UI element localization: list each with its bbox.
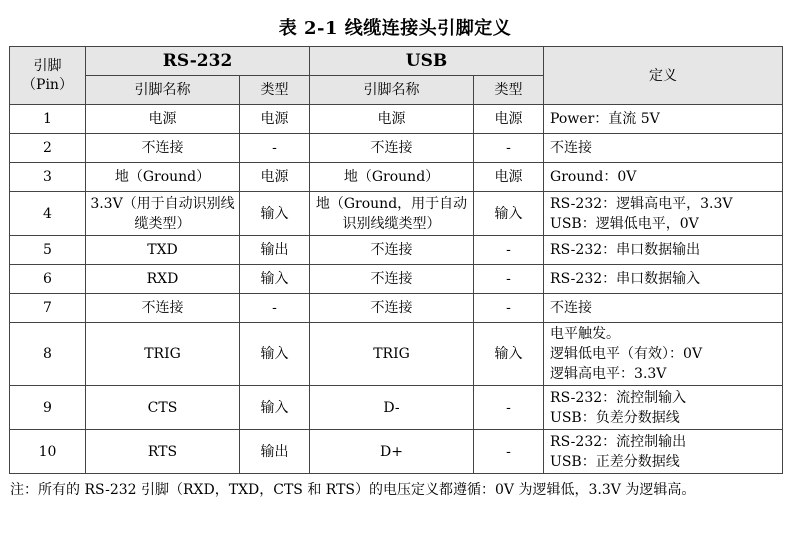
rs232-type: 输入 xyxy=(240,323,310,386)
table-row xyxy=(10,192,783,236)
table-row xyxy=(10,163,783,192)
table-row xyxy=(10,294,783,323)
rs232-pin-name: 电源 xyxy=(86,105,240,134)
usb-type: - xyxy=(474,134,544,163)
definition xyxy=(544,265,783,294)
definition-column-header: 定义 xyxy=(544,47,783,105)
rs232-pin-name: RTS xyxy=(86,430,240,474)
table-footnote: 注：所有的 RS-232 引脚（RXD，TXD，CTS 和 RTS）的电压定义都遵循：0V 为逻辑低，3.3V 为逻辑高。 xyxy=(10,482,696,498)
usb-pin-name: D+ xyxy=(310,430,474,474)
usb-pin-name: 不连接 xyxy=(310,134,474,163)
rs232-pin-name: 不连接 xyxy=(86,294,240,323)
table-row xyxy=(10,134,783,163)
usb-pin-name: 不连接 xyxy=(310,265,474,294)
pin-number: 6 xyxy=(10,265,86,294)
rs232-type: 输入 xyxy=(240,192,310,236)
pin-number: 8 xyxy=(10,323,86,386)
usb-type: 输入 xyxy=(474,192,544,236)
usb-type: 输入 xyxy=(474,323,544,386)
definition xyxy=(544,294,783,323)
definition-line: 不连接 xyxy=(550,300,593,316)
usb-type: - xyxy=(474,386,544,430)
table-row xyxy=(10,236,783,265)
usb-pin-name: TRIG xyxy=(310,323,474,386)
definition xyxy=(544,105,783,134)
usb-type: - xyxy=(474,236,544,265)
definition-line: RS-232：串口数据输出 xyxy=(550,242,701,258)
definition-line: Power：直流 5V xyxy=(550,111,660,127)
usb-type: - xyxy=(474,294,544,323)
definition-line: RS-232：串口数据输入 xyxy=(550,271,701,287)
rs232-type: 输出 xyxy=(240,236,310,265)
table-row xyxy=(10,323,783,386)
usb-pin-name: D- xyxy=(310,386,474,430)
usb-type: 电源 xyxy=(474,163,544,192)
rs232-type: 电源 xyxy=(240,163,310,192)
rs232-type: 输出 xyxy=(240,430,310,474)
pin-number: 5 xyxy=(10,236,86,265)
definition xyxy=(544,236,783,265)
usb-pin-name: 不连接 xyxy=(310,294,474,323)
usb-type-header: 类型 xyxy=(474,76,544,105)
pin-column-header xyxy=(10,47,86,105)
pin-number: 2 xyxy=(10,134,86,163)
definition xyxy=(544,163,783,192)
pin-number: 7 xyxy=(10,294,86,323)
table-row xyxy=(10,430,783,474)
definition xyxy=(544,430,783,474)
usb-pin-name: 电源 xyxy=(310,105,474,134)
rs232-type: 输入 xyxy=(240,386,310,430)
rs232-type-header: 类型 xyxy=(240,76,310,105)
pin-number: 10 xyxy=(10,430,86,474)
rs232-type: - xyxy=(240,134,310,163)
rs232-type: 输入 xyxy=(240,265,310,294)
pin-number: 1 xyxy=(10,105,86,134)
definition xyxy=(544,192,783,236)
definition xyxy=(544,134,783,163)
definition-line: 不连接 xyxy=(550,140,593,156)
definition-line: USB：正差分数据线 xyxy=(550,453,680,470)
pin-number: 3 xyxy=(10,163,86,192)
rs232-type: - xyxy=(240,294,310,323)
table-title: 表 2-1 线缆连接头引脚定义 xyxy=(278,18,512,39)
table-row xyxy=(10,265,783,294)
definition-line: Ground：0V xyxy=(550,169,637,185)
definition-line: RS-232：逻辑高电平，3.3V xyxy=(550,195,733,212)
pin-header-label: 引脚 xyxy=(33,57,62,74)
usb-pin-name: 地（Ground，用于自动识别线缆类型） xyxy=(310,192,474,236)
definition-line: RS-232：流控制输入 xyxy=(550,389,687,406)
table-row xyxy=(10,105,783,134)
usb-type: - xyxy=(474,430,544,474)
definition-line: 逻辑高电平：3.3V xyxy=(550,366,667,382)
definition xyxy=(544,323,783,386)
pin-header-en: （Pin） xyxy=(22,76,73,93)
rs232-group-header: RS-232 xyxy=(86,47,310,76)
pin-definition-table xyxy=(9,46,783,474)
definition-line: USB：负差分数据线 xyxy=(550,409,680,426)
table-row xyxy=(10,386,783,430)
definition-line: RS-232：流控制输出 xyxy=(550,433,687,450)
pin-number: 9 xyxy=(10,386,86,430)
rs232-type: 电源 xyxy=(240,105,310,134)
usb-group-header: USB xyxy=(310,47,544,76)
definition-line: 逻辑低电平（有效）：0V xyxy=(550,346,703,362)
usb-pin-name-header: 引脚名称 xyxy=(310,76,474,105)
usb-type: 电源 xyxy=(474,105,544,134)
rs232-pin-name: 不连接 xyxy=(86,134,240,163)
rs232-pin-name: CTS xyxy=(86,386,240,430)
rs232-pin-name: TXD xyxy=(86,236,240,265)
rs232-pin-name: 3.3V（用于自动识别线缆类型） xyxy=(86,192,240,236)
definition-line: 电平触发。 xyxy=(550,326,621,342)
pin-number: 4 xyxy=(10,192,86,236)
rs232-pin-name: 地（Ground） xyxy=(86,163,240,192)
usb-pin-name: 地（Ground） xyxy=(310,163,474,192)
definition-line: USB：逻辑低电平，0V xyxy=(550,215,699,232)
definition xyxy=(544,386,783,430)
rs232-pin-name: TRIG xyxy=(86,323,240,386)
usb-pin-name: 不连接 xyxy=(310,236,474,265)
rs232-pin-name: RXD xyxy=(86,265,240,294)
rs232-pin-name-header: 引脚名称 xyxy=(86,76,240,105)
usb-type: - xyxy=(474,265,544,294)
